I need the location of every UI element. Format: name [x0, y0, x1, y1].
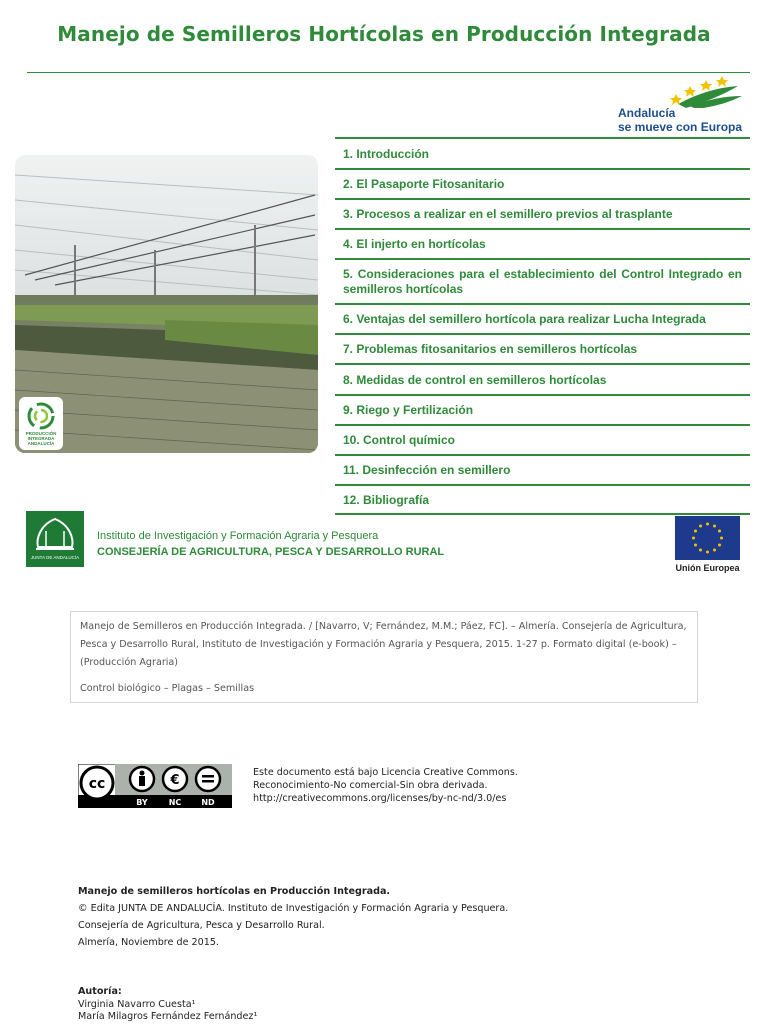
toc-item-consideraciones[interactable]: 5. Consideraciones para el establecimiento del Control Integrado en semilleros hortícolas [335, 258, 750, 303]
toc-item-bibliografia[interactable]: 12. Bibliografía [335, 484, 750, 513]
andalucia-stars-icon [618, 76, 748, 108]
license-text [253, 766, 518, 805]
produccion-integrada-badge [19, 397, 63, 450]
edition-title: Manejo de semilleros hortícolas en Producción Integrada. [78, 886, 391, 897]
edition-line1: © Edita JUNTA DE ANDALUCÍA. Instituto de Investigación y Formación Agraria y Pesquera. [78, 903, 509, 914]
andalucia-logo-line2: se mueve con Europa [618, 120, 743, 134]
creative-commons-badge[interactable] [78, 764, 232, 808]
toc-item-injerto[interactable]: 4. El injerto en hortícolas [335, 228, 750, 258]
toc-item-control-quimico[interactable]: 10. Control químico [335, 424, 750, 454]
svg-text:€: € [170, 773, 180, 788]
author-name: María Milagros Fernández Fernández¹ [78, 1011, 258, 1022]
institute-name: Instituto de Investigación y Formación Agraria y Pesquera [97, 530, 379, 542]
page-title: Manejo de Semilleros Hortícolas en Producción Integrada [57, 22, 711, 46]
badge-line1: PRODUCCIÓN [25, 431, 57, 436]
citation-text: Manejo de Semilleros en Producción Integrada. / [Navarro, V; Fernández, M.M.; Páez, FC]. – Almería. Consejería de Agricultura, Pesca y Desarrollo Rural, Instituto de Investigación y Formación Agraria y Pesquera, 2015. 1-27 p. Formato digital (e-book) – (Producción Agraria) [80, 621, 687, 668]
cc-nd-label: ND [201, 798, 215, 807]
citation-keywords: Control biológico – Plagas – Semillas [80, 683, 255, 694]
license-line1: Este documento está bajo Licencia Creative Commons. [253, 767, 518, 778]
authors-heading: Autoría: [78, 986, 122, 997]
title-divider [27, 72, 750, 73]
toc-item-problemas[interactable]: 7. Problemas fitosanitarios en semilleros hortícolas [335, 333, 750, 363]
toc-item-riego[interactable]: 9. Riego y Fertilización [335, 394, 750, 424]
toc-item-ventajas[interactable]: 6. Ventajas del semillero hortícola para realizar Lucha Integrada [335, 303, 750, 333]
edition-info [78, 883, 508, 951]
badge-line3: ANDALUCÍA [27, 441, 55, 446]
license-line2: Reconocimiento-No comercial-Sin obra derivada. [253, 780, 488, 791]
andalucia-logo [618, 76, 748, 136]
toc-item-procesos[interactable]: 3. Procesos a realizar en el semillero previos al trasplante [335, 198, 750, 228]
cc-by-label: BY [136, 798, 148, 807]
toc-item-pasaporte[interactable]: 2. El Pasaporte Fitosanitario [335, 168, 750, 198]
eu-flag-icon [675, 516, 740, 560]
toc-item-introduccion[interactable]: 1. Introducción [335, 137, 750, 168]
junta-andalucia-logo [26, 511, 84, 567]
toc-item-medidas[interactable]: 8. Medidas de control en semilleros hortícolas [335, 363, 750, 394]
edition-line3: Almería, Noviembre de 2015. [78, 937, 219, 948]
consejeria-name: CONSEJERÍA DE AGRICULTURA, PESCA Y DESARROLLO RURAL [97, 546, 445, 558]
toc-item-desinfeccion[interactable]: 11. Desinfección en semillero [335, 454, 750, 484]
license-url[interactable]: http://creativecommons.org/licenses/by-nc-nd/3.0/es [253, 793, 507, 804]
junta-logo-text: JUNTA DE ANDALUCÍA [30, 555, 80, 560]
cc-nc-label: NC [168, 798, 182, 807]
authors [78, 986, 257, 1024]
author-name: Virginia Navarro Cuesta¹ [78, 998, 196, 1010]
toc-bottom-rule [335, 513, 750, 515]
eu-label: Unión Europea [675, 563, 740, 573]
cc-icon-text: cc [88, 776, 106, 792]
edition-line2: Consejería de Agricultura, Pesca y Desarrollo Rural. [78, 920, 325, 931]
badge-line2: INTEGRADA [27, 436, 55, 441]
citation-box [70, 611, 698, 703]
table-of-contents [335, 137, 750, 515]
andalucia-logo-line1: Andalucía [618, 106, 676, 120]
